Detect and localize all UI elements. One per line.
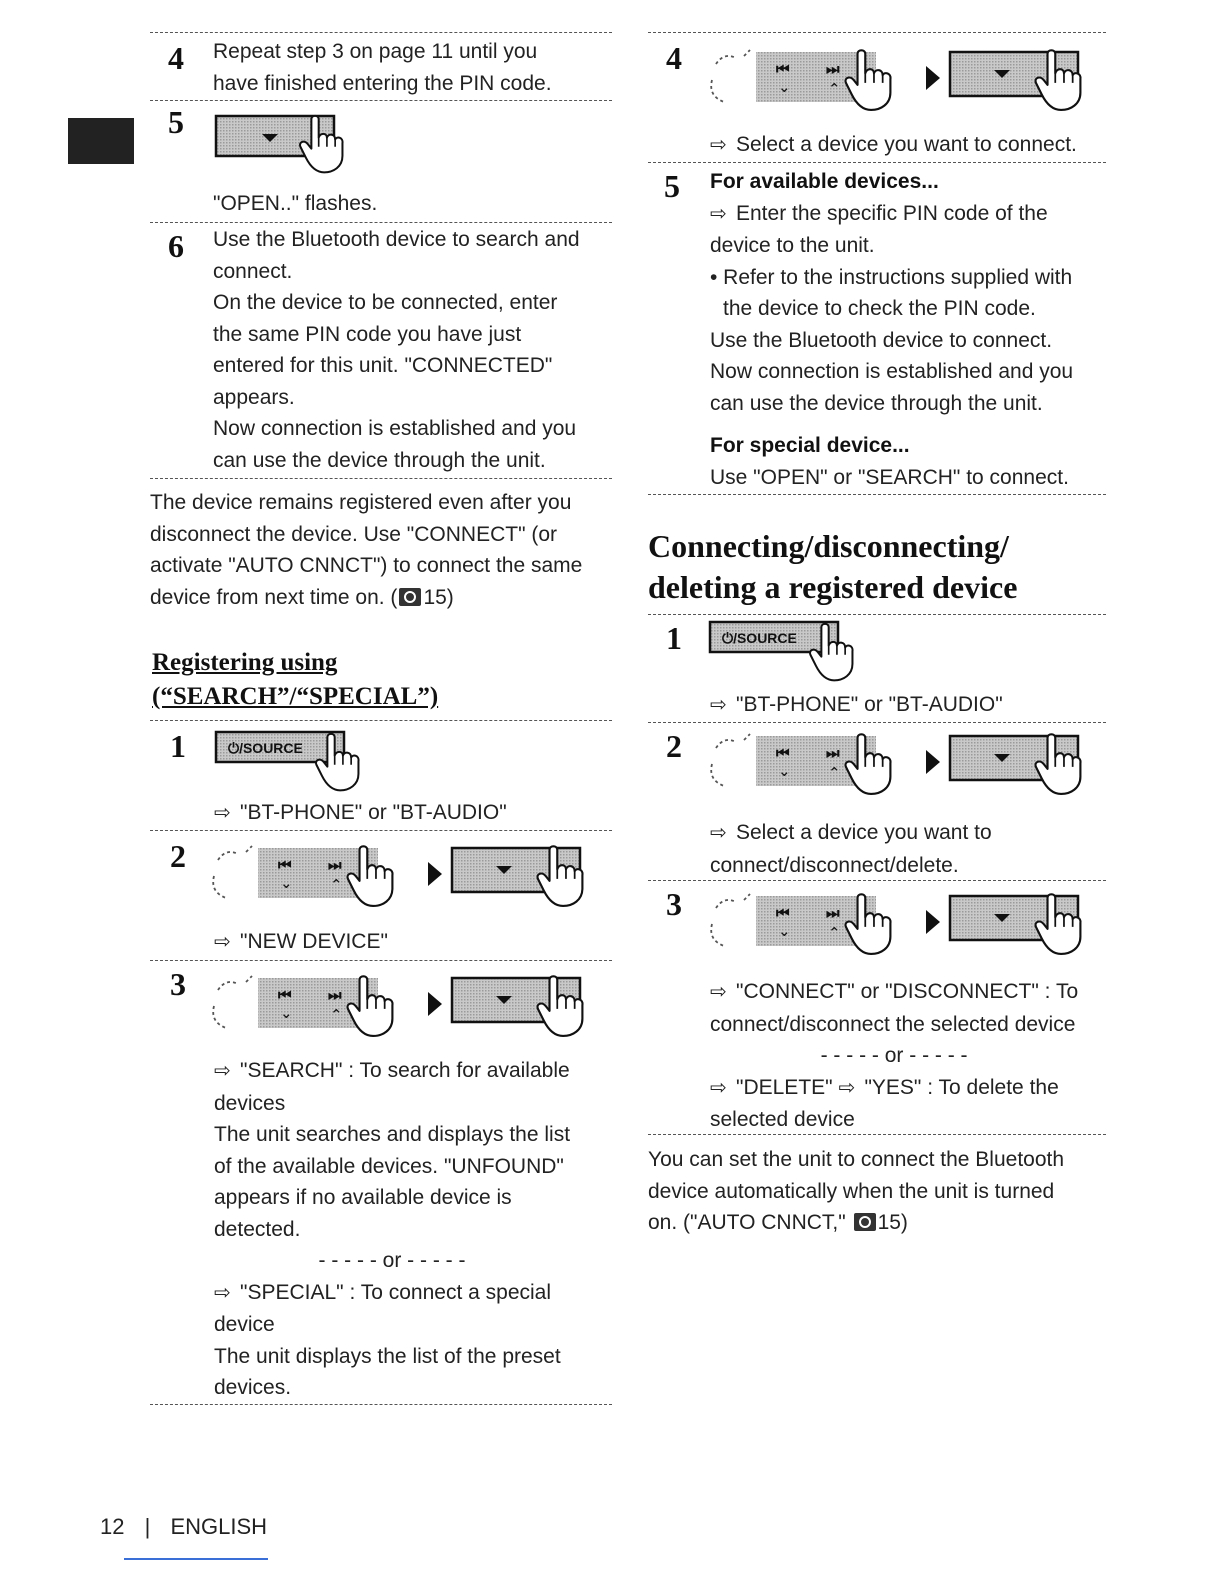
divider [648, 722, 1106, 723]
text-line: • Refer to the instructions supplied with [710, 265, 1073, 289]
option-connect: "CONNECT" or "DISCONNECT" : To [736, 980, 1079, 1003]
step-text [710, 817, 992, 881]
text-line: On the device to be connected, enter [213, 291, 558, 314]
step-number: 6 [168, 228, 184, 264]
text-line [648, 1207, 1064, 1239]
text-line: activate "AUTO CNNCT") to connect the same [150, 554, 583, 577]
step-text [710, 976, 1078, 1136]
heading-line: (“SEARCH”/“SPECIAL”) [152, 683, 439, 710]
text-line: connect. [213, 259, 293, 283]
source-button-label: ⏻/SOURCE [228, 740, 303, 756]
page-reference-icon [854, 1213, 876, 1231]
step-text [710, 166, 1073, 493]
step-text [214, 1055, 570, 1404]
text-line: Now connection is established and you [213, 417, 577, 440]
divider [150, 830, 612, 831]
text-line [214, 1277, 570, 1310]
text-line: can use the device through the unit. [710, 391, 1043, 415]
text-line [710, 976, 1078, 1009]
arrow-icon: ⇨ [214, 931, 231, 953]
text-line: The device remains registered even after you [150, 491, 572, 514]
divider [648, 880, 1106, 881]
select-and-confirm-illustration [704, 40, 1104, 120]
language-label: ENGLISH [170, 1514, 268, 1539]
result-value: "NEW DEVICE" [240, 930, 388, 953]
page-reference-icon [399, 588, 421, 606]
text-fragment: device from next time on. ( [150, 585, 398, 609]
text-line: detected. [214, 1217, 301, 1241]
text-fragment: Select a device you want to [736, 821, 992, 844]
select-and-confirm-illustration [704, 884, 1104, 964]
text-line: of the available devices. "UNFOUND" [214, 1154, 564, 1178]
text-line: device [214, 1313, 275, 1336]
step-number: 5 [664, 168, 680, 204]
step-number: 2 [170, 838, 186, 874]
subheading: For available devices... [710, 170, 939, 193]
text-line: Use the Bluetooth device to search and [213, 228, 580, 251]
text-line: connect/disconnect/delete. [710, 853, 959, 877]
or-separator: - - - - - or - - - - - [318, 1249, 466, 1272]
step-number: 3 [666, 886, 682, 922]
option-delete: "DELETE" [736, 1075, 833, 1099]
page-reference[interactable]: 15) [423, 585, 454, 609]
text-line: device to the unit. [710, 234, 875, 257]
text-line: connect/disconnect the selected device [710, 1012, 1076, 1036]
text-line: devices [214, 1091, 286, 1115]
divider [150, 1404, 612, 1405]
text-line: You can set the unit to connect the Bluetooth [648, 1148, 1065, 1171]
arrow-icon: ⇨ [214, 802, 231, 824]
arrow-icon: ⇨ [214, 1060, 231, 1082]
result-text [710, 129, 1077, 162]
page-footer [100, 1514, 267, 1540]
source-button-label: ⏻/SOURCE [722, 630, 797, 646]
divider [150, 100, 612, 101]
arrow-icon: ⇨ [710, 1076, 727, 1099]
or-separator: - - - - - or - - - - - [820, 1044, 968, 1067]
subheading: For special device... [710, 434, 910, 457]
heading-line: Connecting/disconnecting/ [648, 528, 1009, 564]
text-line: device automatically when the unit is turned [648, 1179, 1055, 1203]
result-text [214, 926, 388, 959]
text-line: have finished entering the PIN code. [213, 71, 552, 95]
arrow-icon: ⇨ [838, 1076, 856, 1099]
heading-line: deleting a registered device [648, 569, 1018, 605]
result-text [710, 689, 1003, 722]
footer-divider: | [144, 1514, 151, 1539]
text-line: appears if no available device is [214, 1186, 512, 1209]
text-fragment: on. ("AUTO CNNCT," [648, 1211, 846, 1234]
heading-line: Registering using [152, 649, 338, 676]
select-and-confirm-illustration [704, 724, 1104, 804]
result-value: Select a device you want to connect. [736, 133, 1077, 156]
arrow-icon: ⇨ [710, 981, 727, 1003]
result-value: "BT-PHONE" or "BT-AUDIO" [736, 693, 1003, 716]
result-text [214, 797, 507, 830]
divider [150, 222, 612, 223]
page-reference[interactable]: 15) [877, 1211, 908, 1234]
text-line: Repeat step 3 on page 11 until you [213, 40, 538, 63]
text-line: the same PIN code you have just [213, 322, 522, 346]
step-number: 2 [666, 728, 682, 764]
divider [150, 720, 612, 721]
divider [648, 614, 1106, 615]
text-line: Use "OPEN" or "SEARCH" to connect. [710, 465, 1069, 489]
text-line: appears. [213, 385, 295, 409]
note-paragraph [150, 487, 582, 613]
text-line: devices. [214, 1376, 292, 1399]
option-search: "SEARCH" : To search for available [240, 1059, 570, 1082]
text-line: can use the device through the unit. [213, 448, 546, 472]
note-paragraph [648, 1144, 1064, 1239]
step-number: 1 [666, 620, 682, 656]
text-line [710, 817, 992, 850]
divider [150, 32, 612, 33]
arrow-icon: ⇨ [214, 1281, 231, 1304]
option-special: "SPECIAL" : To connect a special [240, 1280, 552, 1304]
text-line: The unit searches and displays the list [214, 1123, 571, 1146]
step-text: "OPEN.." flashes. [213, 192, 378, 215]
step-text [213, 224, 580, 476]
text-line: entered for this unit. "CONNECTED" [213, 354, 553, 377]
section-tab-marker [68, 118, 134, 164]
arrow-icon: ⇨ [710, 202, 727, 225]
select-and-confirm-illustration [206, 836, 606, 916]
step-number: 1 [170, 728, 186, 764]
divider [648, 32, 1106, 33]
divider [150, 960, 612, 961]
text-line [150, 582, 582, 614]
text-line [710, 1072, 1078, 1105]
step-number: 3 [170, 966, 186, 1002]
divider [648, 162, 1106, 163]
step-number: 4 [666, 40, 682, 76]
divider [648, 494, 1106, 495]
arrow-icon: ⇨ [710, 134, 727, 156]
footer-underline [124, 1558, 268, 1560]
text-line: Use the Bluetooth device to connect. [710, 328, 1053, 352]
text-fragment: Enter the specific PIN code of the [736, 201, 1048, 225]
step-number: 5 [168, 104, 184, 140]
text-line: disconnect the device. Use "CONNECT" (or [150, 522, 558, 546]
text-line [710, 198, 1073, 231]
text-fragment: "YES" : To delete the [864, 1075, 1059, 1099]
source-button-press-illustration [214, 728, 384, 798]
section-heading [648, 526, 1017, 608]
text-line: The unit displays the list of the preset [214, 1344, 561, 1368]
source-button-press-illustration [708, 618, 878, 688]
down-button-press-illustration [214, 112, 364, 178]
text-line [214, 1055, 570, 1088]
select-and-confirm-illustration [206, 966, 606, 1046]
text-line: the device to check the PIN code. [723, 297, 1036, 320]
arrow-icon: ⇨ [710, 822, 727, 844]
step-text [213, 36, 552, 99]
step-number: 4 [168, 40, 184, 76]
page-number: 12 [100, 1514, 125, 1539]
text-line: Now connection is established and you [710, 360, 1074, 383]
divider [150, 478, 612, 479]
arrow-icon: ⇨ [710, 694, 727, 716]
text-line: selected device [710, 1108, 855, 1131]
section-heading [152, 646, 438, 714]
result-value: "BT-PHONE" or "BT-AUDIO" [240, 801, 507, 824]
divider [648, 1134, 1106, 1135]
